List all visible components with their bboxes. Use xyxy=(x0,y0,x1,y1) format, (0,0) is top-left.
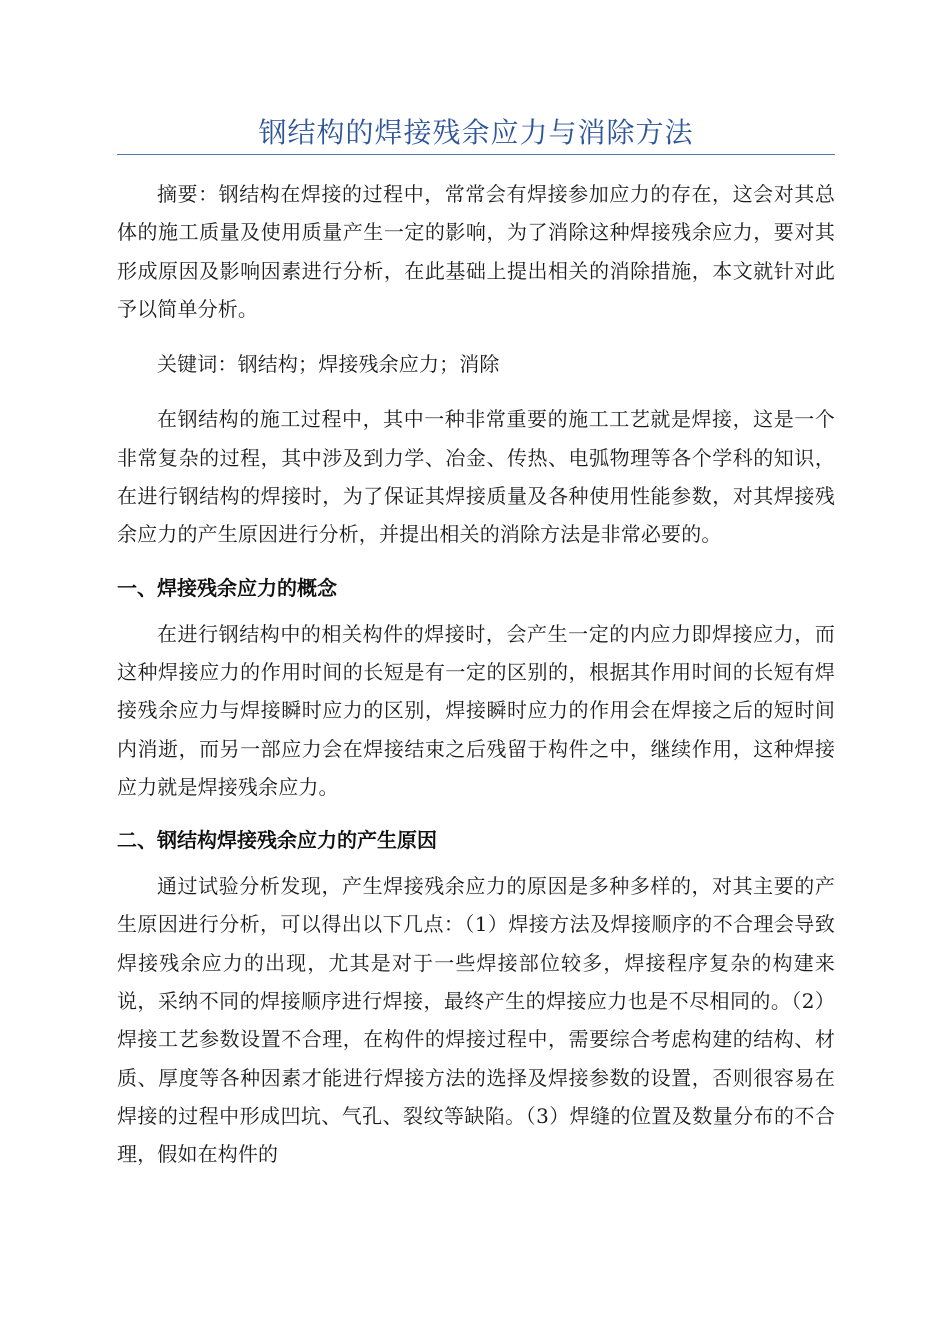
keywords-paragraph: 关键词：钢结构；焊接残余应力；消除 xyxy=(157,352,500,377)
document-page xyxy=(117,112,835,1191)
intro-paragraph: 在钢结构的施工过程中，其中一种非常重要的施工工艺就是焊接，这是一个非常复杂的过程，其中涉及到力学、冶金、传热、电弧物理等各个学科的知识，在进行钢结构的焊接时，为了保证其焊接质量及各种使用性能参数，对其焊接残余应力的产生原因进行分析，并提出相关的消除方法是非常必要的。 xyxy=(117,407,835,547)
section-body-concept: 在进行钢结构中的相关构件的焊接时，会产生一定的内应力即焊接应力，而这种焊接应力的作用时间的长短是有一定的区别的，根据其作用时间的长短有焊接残余应力与焊接瞬时应力的区别，焊接瞬时应力的作用会在焊接之后的短时间内消逝，而另一部应力会在焊接结束之后残留于构件之中，继续作用，这种焊接应力就是焊接残余应力。 xyxy=(117,621,835,799)
section-heading-causes: 二、钢结构焊接残余应力的产生原因 xyxy=(117,828,437,853)
section-heading-concept: 一、焊接残余应力的概念 xyxy=(117,575,337,600)
section-body-causes: 通过试验分析发现，产生焊接残余应力的原因是多种多样的，对其主要的产生原因进行分析，可以得出以下几点：（1）焊接方法及焊接顺序的不合理会导致焊接残余应力的出现，尤其是对于一些焊接部位较多，焊接程序复杂的构建来说，采纳不同的焊接顺序进行焊接，最终产生的焊接应力也是不尽相同的。（2）焊接工艺参数设置不合理，在构件的焊接过程中，需要综合考虑构建的结构、材质、厚度等各种因素才能进行焊接方法的选择及焊接参数的设置，否则很容易在焊接的过程中形成凹坑、气孔、裂纹等缺陷。（3）焊缝的位置及数量分布的不合理，假如在构件的 xyxy=(117,874,835,1167)
document-title: 钢结构的焊接残余应力与消除方法 xyxy=(258,116,694,149)
abstract-paragraph: 摘要：钢结构在焊接的过程中，常常会有焊接参加应力的存在，这会对其总体的施工质量及使用质量产生一定的影响，为了消除这种焊接残余应力，要对其形成原因及影响因素进行分析，在此基础上提出相关的消除措施，本文就针对此予以简单分析。 xyxy=(117,182,835,321)
title-underline xyxy=(117,154,835,155)
